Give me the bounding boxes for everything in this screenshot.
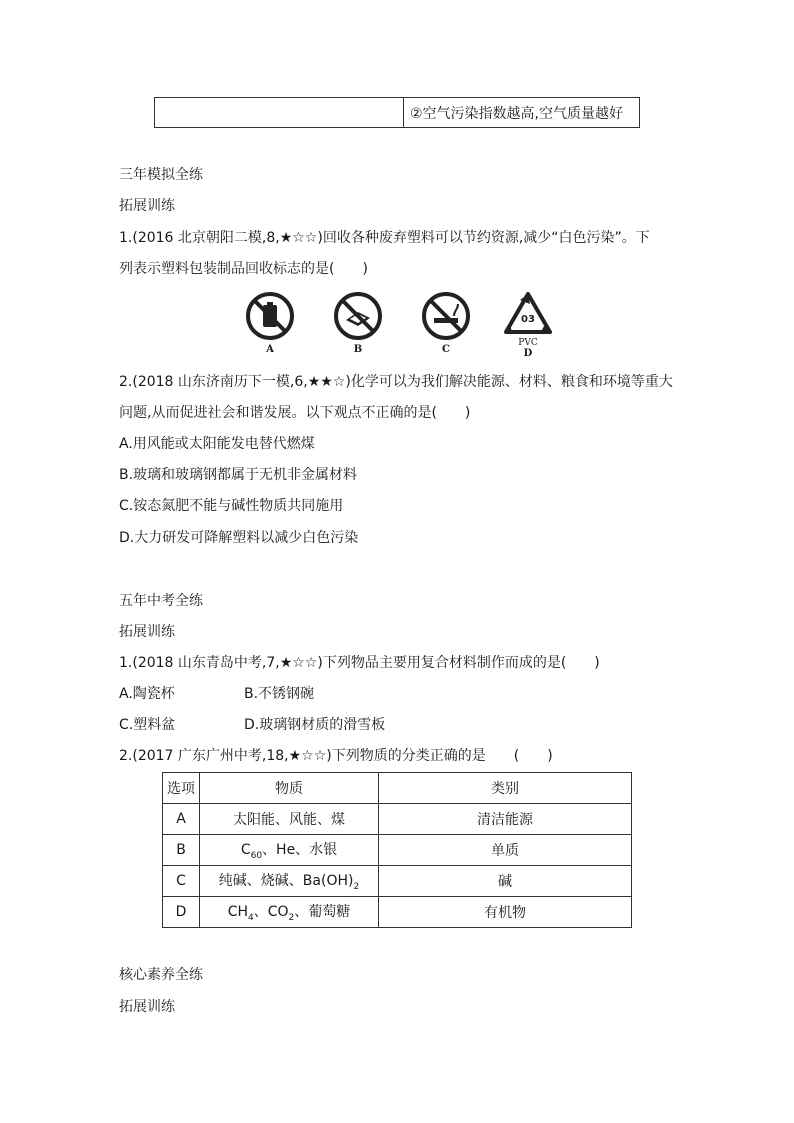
- question-text: 1.(2018 山东青岛中考,7,★☆☆)下列物品主要用复合材料制作而成的是( ): [119, 655, 600, 671]
- formula-text: CH: [227, 904, 249, 921]
- question-text: 1.(2016 北京朝阳二模,8,★☆☆)回收各种废弃塑料可以节约资源,减少“白色污染”。下: [119, 230, 650, 246]
- table-header: 选项: [163, 773, 200, 804]
- top-fragment-table: [154, 97, 640, 128]
- table-row: [163, 804, 632, 835]
- formula-subscript: 2: [353, 881, 360, 892]
- section-subheading: 拓展训练: [119, 624, 175, 640]
- option-label: A: [266, 344, 274, 355]
- formula-subscript: 2: [288, 912, 295, 923]
- table-cell: C: [163, 866, 200, 897]
- table-cell: [155, 98, 404, 128]
- formula-text: 纯碱、烧碱、Ba(OH): [218, 873, 354, 890]
- option-label: B: [353, 344, 363, 355]
- option-c: [416, 290, 476, 362]
- table-cell: 单质: [379, 835, 632, 866]
- answer-option: A.用风能或太阳能发电替代燃煤: [119, 436, 315, 452]
- question-text: 问题,从而促进社会和谐发展。以下观点不正确的是( ): [119, 405, 471, 421]
- table-header: 类别: [379, 773, 632, 804]
- question-text: 2.(2018 山东济南历下一模,6,★★☆)化学可以为我们解决能源、材料、粮食和环境等重大: [119, 374, 673, 390]
- section-subheading: 拓展训练: [119, 198, 175, 214]
- recycle-code: 03: [521, 314, 535, 325]
- option-b: [328, 290, 388, 362]
- no-battery-icon: [244, 290, 296, 342]
- table-cell: 有机物: [379, 897, 632, 928]
- formula-text: 、CO: [253, 904, 289, 921]
- table-cell: [200, 866, 379, 897]
- table-header-row: [163, 773, 632, 804]
- table-cell: [200, 897, 379, 928]
- table-row: [163, 835, 632, 866]
- answer-option: B.不锈钢碗: [244, 686, 315, 702]
- formula-text: 、He、水银: [262, 842, 338, 859]
- formula-text: C: [240, 842, 251, 859]
- table-row: [155, 98, 640, 128]
- question-text: 列表示塑料包装制品回收标志的是( ): [119, 261, 368, 277]
- table-cell: A: [163, 804, 200, 835]
- table-cell: [200, 835, 379, 866]
- table-cell: 清洁能源: [379, 804, 632, 835]
- answer-option: C.塑料盆: [119, 717, 176, 733]
- recycle-icon: [500, 290, 556, 338]
- recycle-material: PVC: [518, 338, 538, 348]
- sign-options: [240, 290, 560, 362]
- answer-option: B.玻璃和玻璃钢都属于无机非金属材料: [119, 467, 358, 483]
- table-cell: D: [163, 897, 200, 928]
- answer-option: A.陶瓷杯: [119, 686, 175, 702]
- option-d: [498, 290, 558, 362]
- option-label: D: [523, 348, 533, 359]
- table-row: [163, 866, 632, 897]
- table-cell: 太阳能、风能、煤: [200, 804, 379, 835]
- no-device-icon: [332, 290, 384, 342]
- section-heading: 三年模拟全练: [119, 167, 203, 183]
- table-cell: ②空气污染指数越高,空气质量越好: [404, 98, 640, 128]
- question-text: 2.(2017 广东广州中考,18,★☆☆)下列物质的分类正确的是 ( ): [119, 748, 553, 764]
- no-smoking-icon: [420, 290, 472, 342]
- section-heading: 五年中考全练: [119, 593, 203, 609]
- table-header: 物质: [200, 773, 379, 804]
- table-cell: B: [163, 835, 200, 866]
- table-cell: 碱: [379, 866, 632, 897]
- answer-option: D.大力研发可降解塑料以减少白色污染: [119, 530, 359, 546]
- formula-subscript: 60: [250, 850, 263, 861]
- classification-table: [162, 772, 632, 928]
- section-subheading: 拓展训练: [119, 999, 175, 1015]
- table-row: [163, 897, 632, 928]
- option-a: [240, 290, 300, 362]
- formula-subscript: 4: [248, 912, 254, 923]
- answer-option: D.玻璃钢材质的滑雪板: [244, 717, 386, 733]
- option-label: C: [442, 344, 450, 355]
- section-heading: 核心素养全练: [119, 967, 203, 983]
- formula-text: 、葡萄糖: [294, 904, 351, 921]
- answer-option: C.铵态氮肥不能与碱性物质共同施用: [119, 498, 344, 514]
